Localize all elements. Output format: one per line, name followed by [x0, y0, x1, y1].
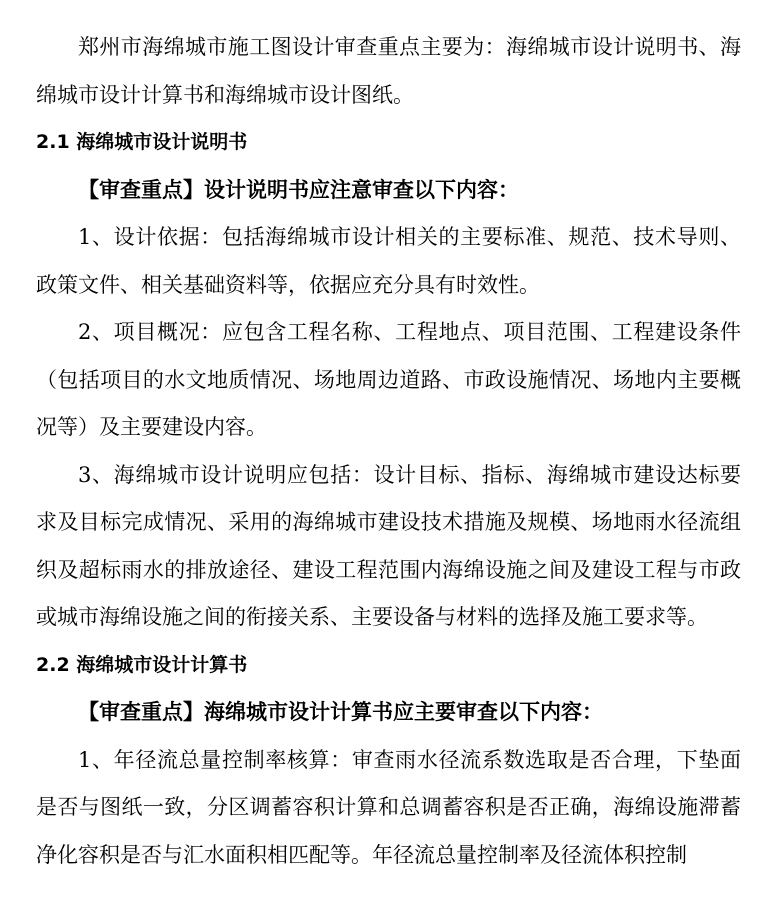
- review-focus-note: 【审查重点】海绵城市设计计算书应主要审查以下内容：: [78, 700, 603, 724]
- list-item: 1、设计依据：包括海绵城市设计相关的主要标准、规范、技术导则、政策文件、相关基础资料等，依据应充分具有时效性。: [36, 225, 741, 297]
- section-heading-design-description: 2.1 海绵城市设计说明书: [36, 131, 248, 153]
- list-item: 2、项目概况：应包含工程名称、工程地点、项目范围、工程建设条件（包括项目的水文地质情况、场地周边道路、市政设施情况、场地内主要概况等）及主要建设内容。: [36, 320, 741, 439]
- section-heading-calculation-book: 2.2 海绵城市设计计算书: [36, 653, 248, 676]
- list-item: 1、年径流总量控制率核算：审查雨水径流系数选取是否合理，下垫面是否与图纸一致，分区调蓄容积计算和总调蓄容积是否正确，海绵设施滞蓄净化容积是否与汇水面积相匹配等。年径流总量控制率及径流体积控制: [36, 747, 741, 867]
- review-focus-note: 【审查重点】设计说明书应注意审查以下内容：: [78, 177, 519, 202]
- intro-paragraph: 郑州市海绵城市施工图设计审查重点主要为：海绵城市设计说明书、海绵城市设计计算书和海绵城市设计图纸。: [36, 35, 741, 107]
- list-item: 3、海绵城市设计说明应包括：设计目标、指标、海绵城市建设达标要求及目标完成情况、采用的海绵城市建设技术措施及规模、场地雨水径流组织及超标雨水的排放途径、建设工程范围内海绵设施之间及建设工程与市政或城市海绵设施之间的衔接关系、主要设备与材料的选择及施工要求等。: [36, 462, 741, 629]
